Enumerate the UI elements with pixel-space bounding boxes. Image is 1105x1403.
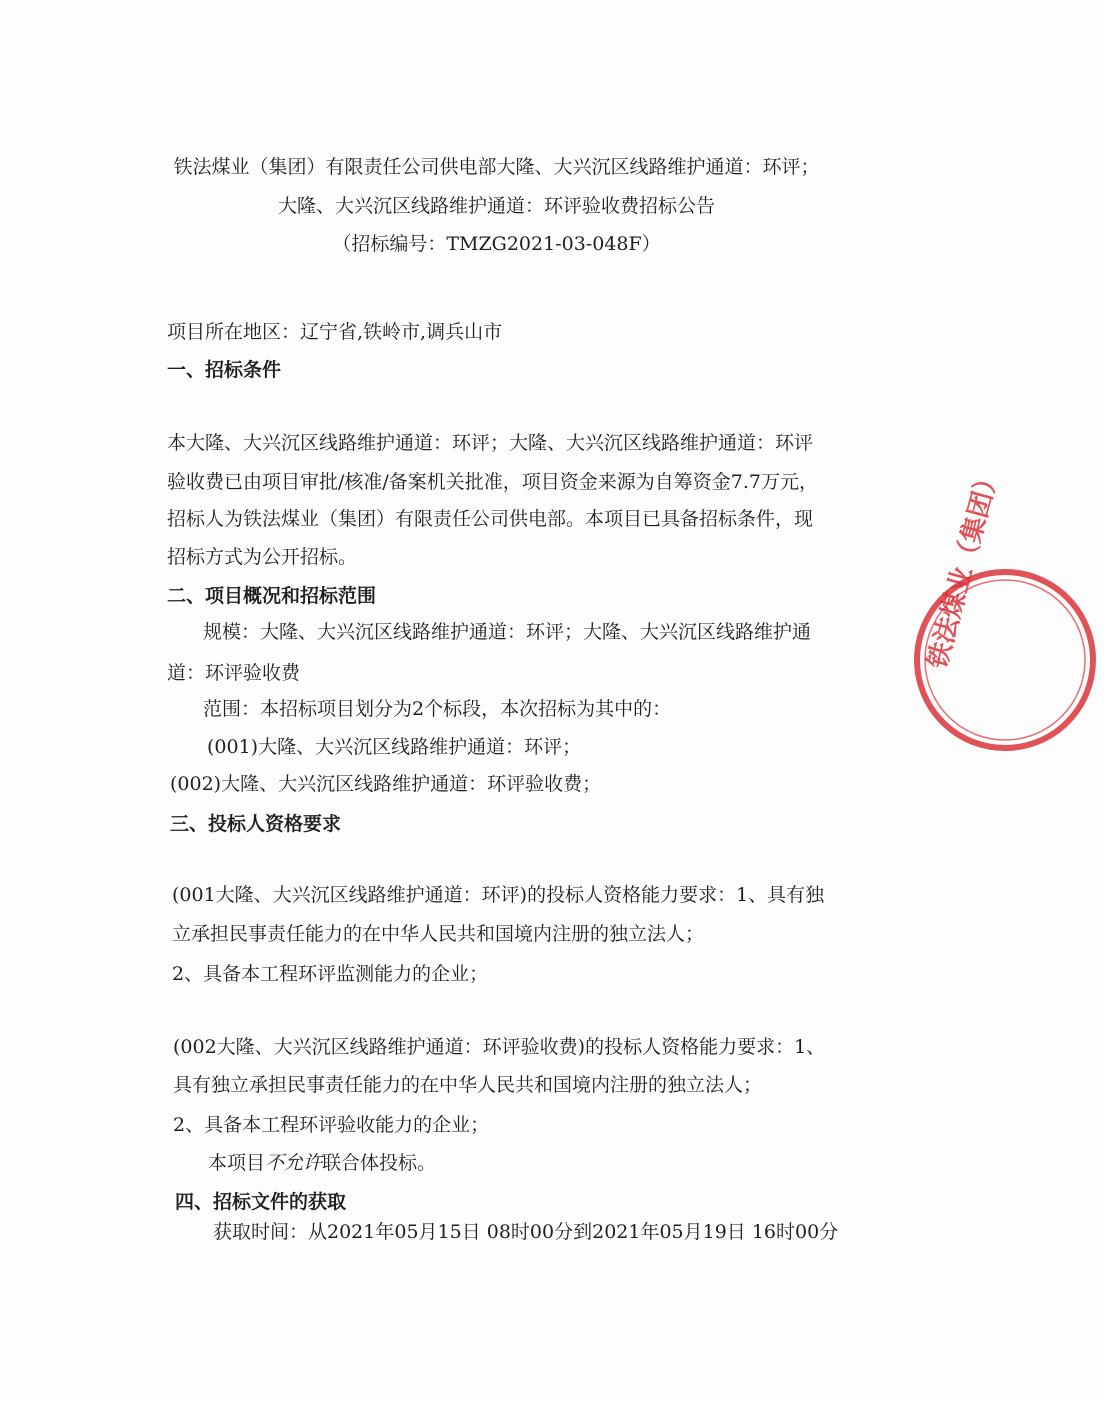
section-1-para-line-4: 招标方式为公开招标。	[167, 546, 358, 568]
scope-line: 范围：本招标项目划分为2个标段，本次招标为其中的：	[203, 698, 672, 720]
lot-001-qualification-line-2: 立承担民事责任能力的在中华人民共和国境内注册的独立法人；	[172, 923, 705, 945]
section-1-para-line-1: 本大隆、大兴沉区线路维护通道：环评；大隆、大兴沉区线路维护通道：环评	[167, 432, 814, 454]
seal-text: 铁法煤业（集团）	[922, 463, 1006, 672]
scale-line-2: 道：环评验收费	[167, 662, 301, 684]
document-acquisition-time: 获取时间：从2021年05月15日 08时00分到2021年05月19日 16时00分	[213, 1221, 839, 1243]
lot-002: (002)大隆、大兴沉区线路维护通道：环评验收费；	[170, 773, 602, 795]
scale-line-1: 规模：大隆、大兴沉区线路维护通道：环评；大隆、大兴沉区线路维护通	[203, 621, 812, 643]
title-line-1: 铁法煤业（集团）有限责任公司供电部大隆、大兴沉区线路维护通道：环评；	[173, 156, 820, 178]
consortium-note-emphasis: 不允许	[265, 1152, 323, 1174]
section-4-heading: 四、招标文件的获取	[175, 1191, 347, 1213]
lot-002-qualification-line-1: (002大隆、大兴沉区线路维护通道：环评验收费)的投标人资格能力要求：1、	[173, 1036, 826, 1058]
consortium-note-post: 联合体投标。	[322, 1152, 437, 1174]
consortium-note	[208, 1154, 436, 1173]
section-1-para-line-2: 验收费已由项目审批/核准/备案机关批准，项目资金来源为自筹资金7.7万元，	[167, 471, 819, 493]
lot-001: (001)大隆、大兴沉区线路维护通道：环评；	[207, 736, 582, 758]
title-line-2: 大隆、大兴沉区线路维护通道：环评验收费招标公告	[277, 195, 715, 217]
section-3-heading: 三、投标人资格要求	[170, 813, 342, 835]
consortium-note-pre: 本项目	[208, 1152, 266, 1174]
lot-002-qualification-line-3: 2、具备本工程环评验收能力的企业；	[173, 1114, 490, 1136]
lot-001-qualification-line-1: (001大隆、大兴沉区线路维护通道：环评)的投标人资格能力要求：1、具有独	[172, 884, 825, 906]
tender-number: （招标编号：TMZG2021-03-048F）	[332, 233, 661, 255]
lot-002-qualification-line-2: 具有独立承担民事责任能力的在中华人民共和国境内注册的独立法人；	[173, 1074, 763, 1096]
lot-001-qualification-line-3: 2、具备本工程环评监测能力的企业；	[172, 963, 489, 985]
project-location: 项目所在地区：辽宁省,铁岭市,调兵山市	[167, 321, 503, 343]
section-2-heading: 二、项目概况和招标范围	[167, 585, 377, 607]
section-1-para-line-3: 招标人为铁法煤业（集团）有限责任公司供电部。本项目已具备招标条件，现	[167, 508, 814, 530]
company-seal	[905, 463, 1006, 760]
seal-graphic	[905, 463, 1105, 760]
section-1-heading: 一、招标条件	[167, 359, 282, 381]
